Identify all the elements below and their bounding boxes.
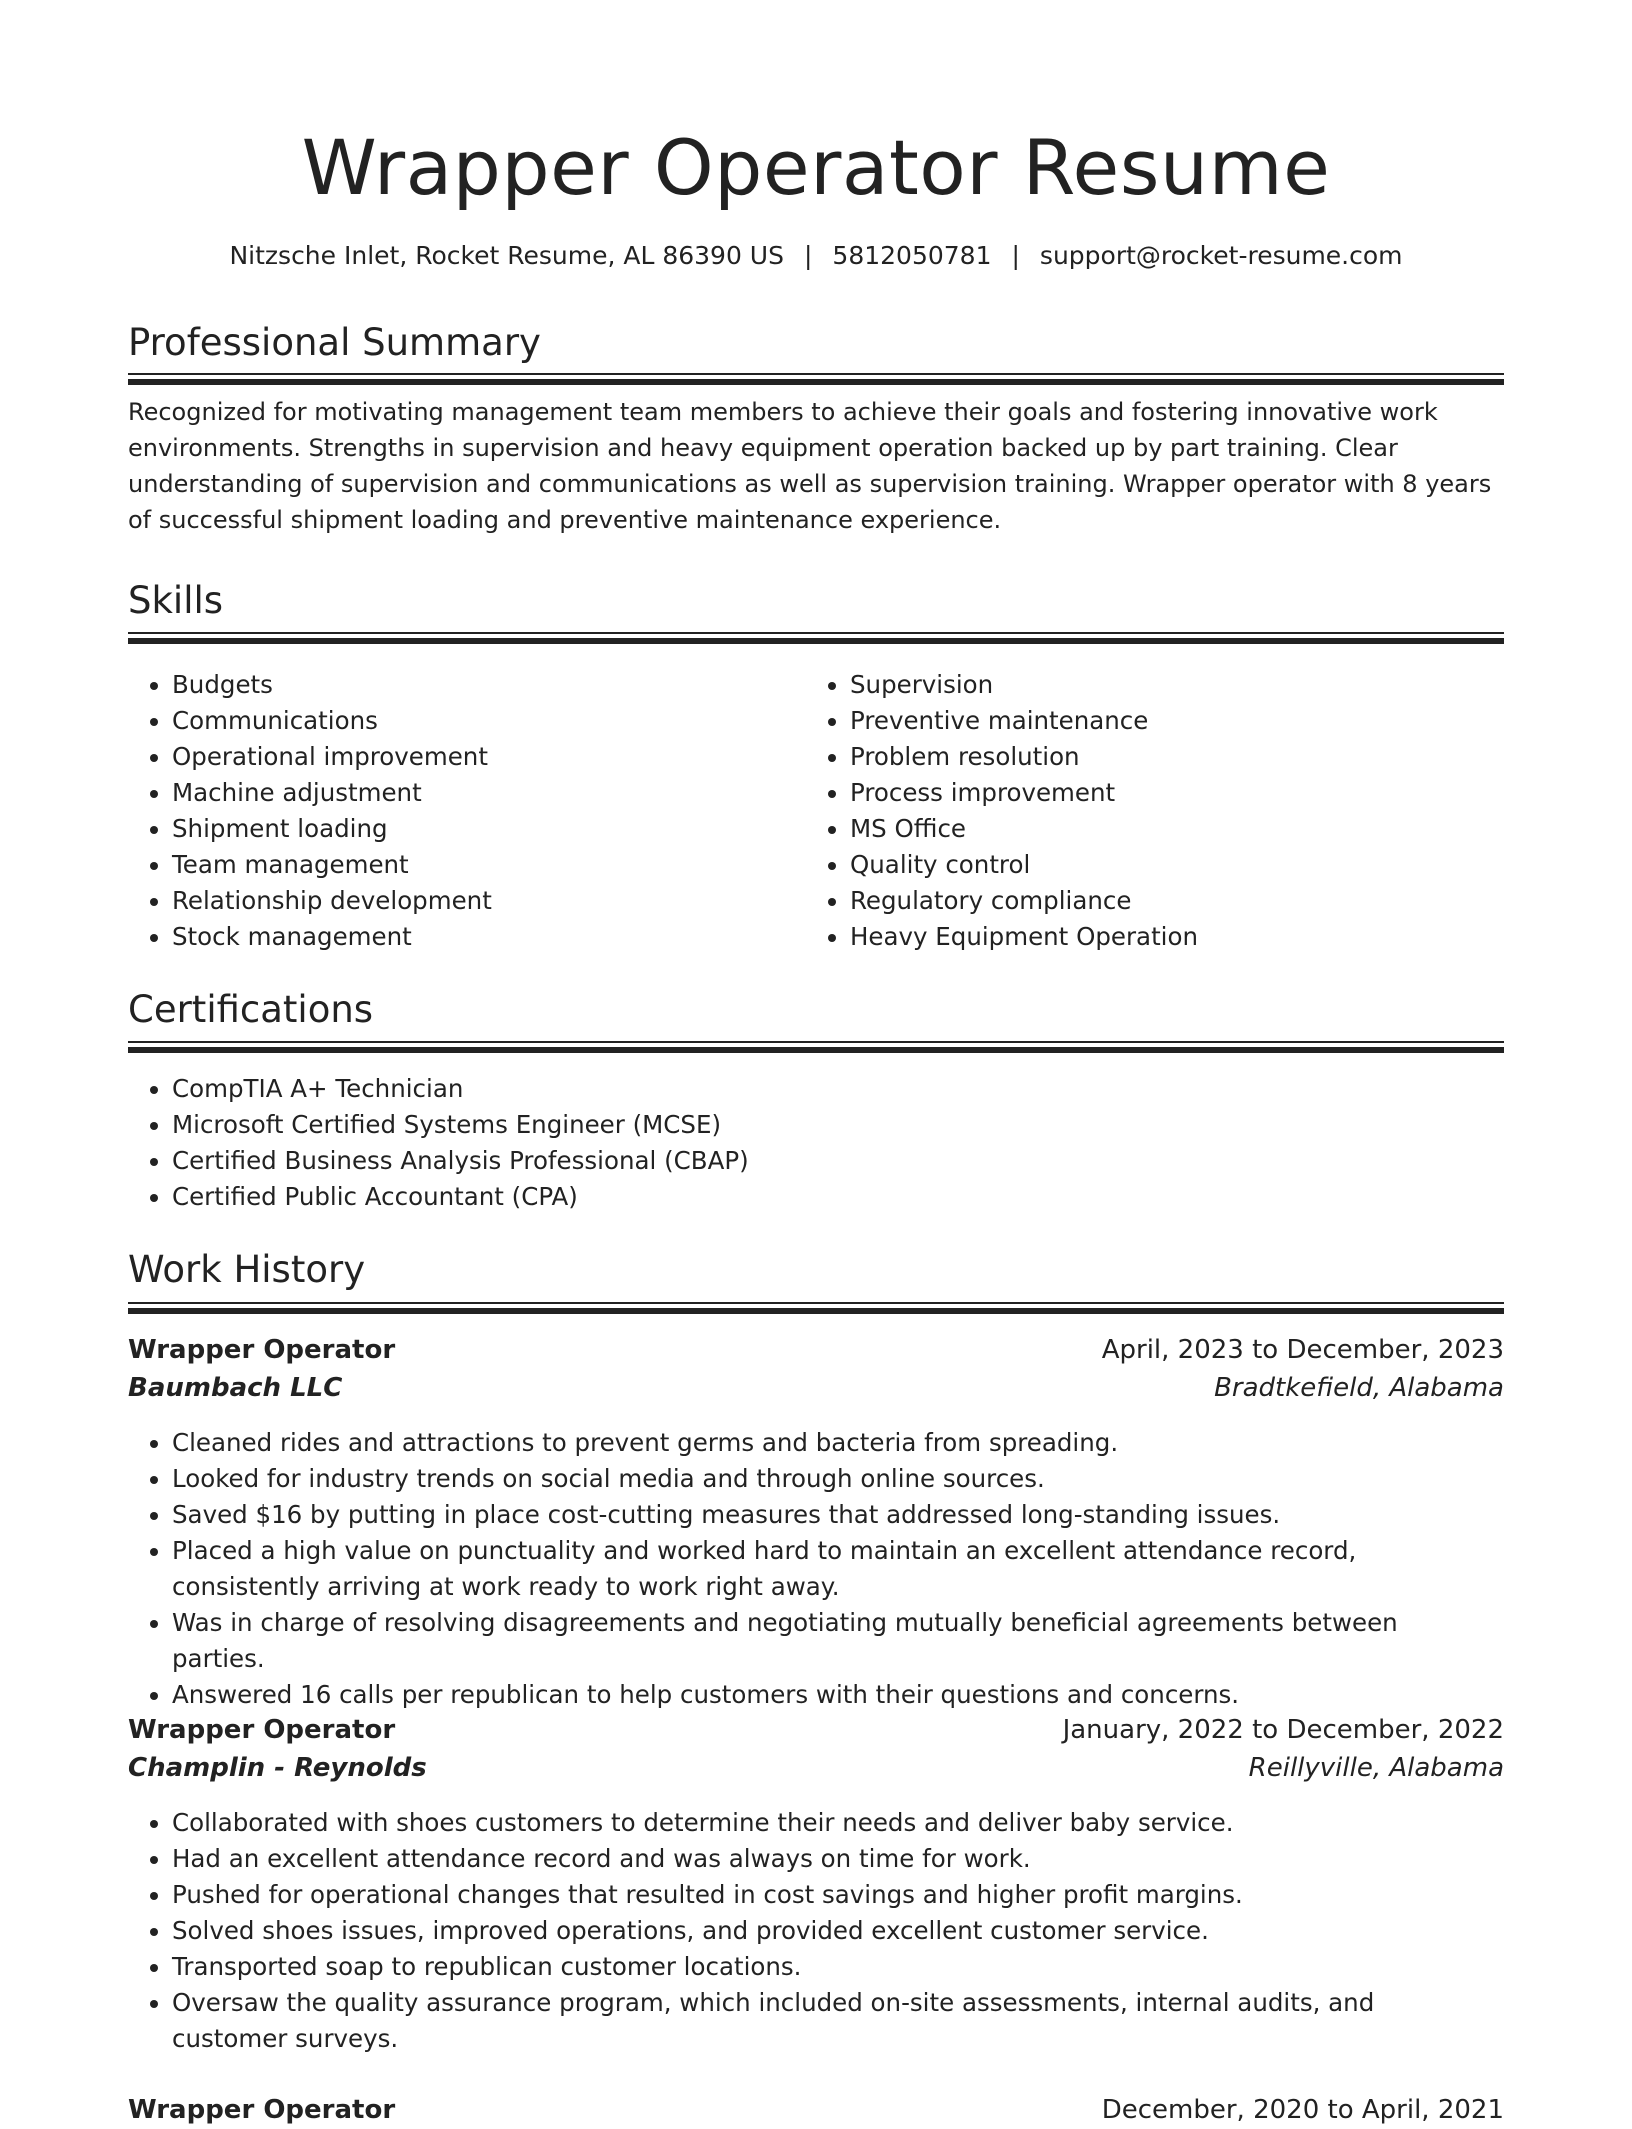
skill-item: • Stock management	[172, 919, 792, 955]
job-bullet: • Pushed for operational changes that resulted in cost savings and higher profit margins.	[172, 1877, 1472, 1913]
skill-item: • Relationship development	[172, 883, 792, 919]
skill-item: • Operational improvement	[172, 739, 792, 775]
job-bullets	[128, 1425, 1472, 1713]
job-header	[128, 1711, 1504, 1749]
job-dates: January, 2022 to December, 2022	[1062, 1715, 1504, 1745]
skill-item: • Budgets	[172, 667, 792, 703]
skill-item: • Machine adjustment	[172, 775, 792, 811]
section-title-certifications: Certifications	[128, 988, 374, 1031]
certification-item: • Certified Public Accountant (CPA)	[172, 1179, 1472, 1215]
skill-item: • Communications	[172, 703, 792, 739]
job-bullet: • Solved shoes issues, improved operations, and provided excellent customer service.	[172, 1913, 1472, 1949]
job-bullet: • Transported soap to republican customer locations.	[172, 1949, 1472, 1985]
job-location: Reillyville, Alabama	[1248, 1753, 1504, 1783]
skills-list-right	[806, 667, 1500, 955]
job-bullet: • Answered 16 calls per republican to help customers with their questions and concerns.	[172, 1677, 1472, 1713]
skill-item: • Team management	[172, 847, 792, 883]
contact-separator: |	[803, 241, 813, 270]
resume-page	[128, 0, 1504, 2125]
section-divider	[128, 373, 1504, 385]
certification-item: • Microsoft Certified Systems Engineer (MCSE)	[172, 1107, 1472, 1143]
skill-item: • MS Office	[850, 811, 1500, 847]
job-header	[128, 1331, 1504, 1369]
contact-separator: |	[1011, 241, 1020, 270]
job-company: Baumbach LLC	[128, 1373, 343, 1403]
job-bullet: • Cleaned rides and attractions to prevent germs and bacteria from spreading.	[172, 1425, 1472, 1461]
skill-item: • Quality control	[850, 847, 1500, 883]
section-title-work-history: Work History	[128, 1248, 366, 1291]
job-title: Wrapper Operator	[128, 2095, 396, 2125]
section-title-skills: Skills	[128, 579, 224, 622]
job-header	[128, 2091, 1504, 2129]
skill-item: • Regulatory compliance	[850, 883, 1500, 919]
section-divider	[128, 1041, 1504, 1053]
job-bullet: • Placed a high value on punctuality and worked hard to maintain an excellent attendance record, consistently arriving at work ready to work right away.	[172, 1533, 1472, 1605]
contact-phone: 5812050781	[832, 241, 992, 270]
job-title: Wrapper Operator	[128, 1715, 396, 1745]
certification-item: • CompTIA A+ Technician	[172, 1071, 1472, 1107]
job-bullet: • Looked for industry trends on social media and through online sources.	[172, 1461, 1472, 1497]
job-title: Wrapper Operator	[128, 1335, 396, 1365]
skill-item: • Process improvement	[850, 775, 1500, 811]
section-title-summary: Professional Summary	[128, 321, 541, 364]
job-bullet: • Was in charge of resolving disagreements and negotiating mutually beneficial agreements between parties.	[172, 1605, 1472, 1677]
job-company: Champlin - Reynolds	[128, 1753, 427, 1783]
section-divider	[128, 1302, 1504, 1314]
job-bullets	[128, 1805, 1472, 2057]
contact-line	[128, 238, 1504, 274]
skill-item: • Problem resolution	[850, 739, 1500, 775]
job-dates: April, 2023 to December, 2023	[1101, 1335, 1504, 1365]
job-bullet: • Saved $16 by putting in place cost-cutting measures that addressed long-standing issues.	[172, 1497, 1472, 1533]
job-dates: December, 2020 to April, 2021	[1101, 2095, 1504, 2125]
job-subheader	[128, 1369, 1504, 1407]
skill-item: • Preventive maintenance	[850, 703, 1500, 739]
job-subheader	[128, 1749, 1504, 1787]
job-bullet: • Oversaw the quality assurance program, which included on-site assessments, internal audits, and customer surveys.	[172, 1985, 1472, 2057]
skill-item: • Heavy Equipment Operation	[850, 919, 1500, 955]
section-divider	[128, 632, 1504, 644]
contact-address: Nitzsche Inlet, Rocket Resume, AL 86390 US	[229, 241, 784, 270]
certification-item: • Certified Business Analysis Professional (CBAP)	[172, 1143, 1472, 1179]
resume-title: Wrapper Operator Resume	[301, 123, 1331, 212]
contact-email: support@rocket-resume.com	[1039, 241, 1403, 270]
job-location: Bradtkefield, Alabama	[1214, 1373, 1504, 1403]
job-bullet: • Collaborated with shoes customers to determine their needs and deliver baby service.	[172, 1805, 1472, 1841]
job-bullet: • Had an excellent attendance record and was always on time for work.	[172, 1841, 1472, 1877]
skills-list-left	[128, 667, 792, 955]
certifications-list	[128, 1071, 1472, 1215]
summary-text: Recognized for motivating management team members to achieve their goals and fostering innovative work environments. Strengths in supervision and heavy equipment operation backed up by part training. Clear understanding of supervision and communications as well as supervision training. Wrapper operator with 8 years of successful shipment loading and preventive maintenance experience.	[128, 398, 1492, 534]
skill-item: • Shipment loading	[172, 811, 792, 847]
skill-item: • Supervision	[850, 667, 1500, 703]
